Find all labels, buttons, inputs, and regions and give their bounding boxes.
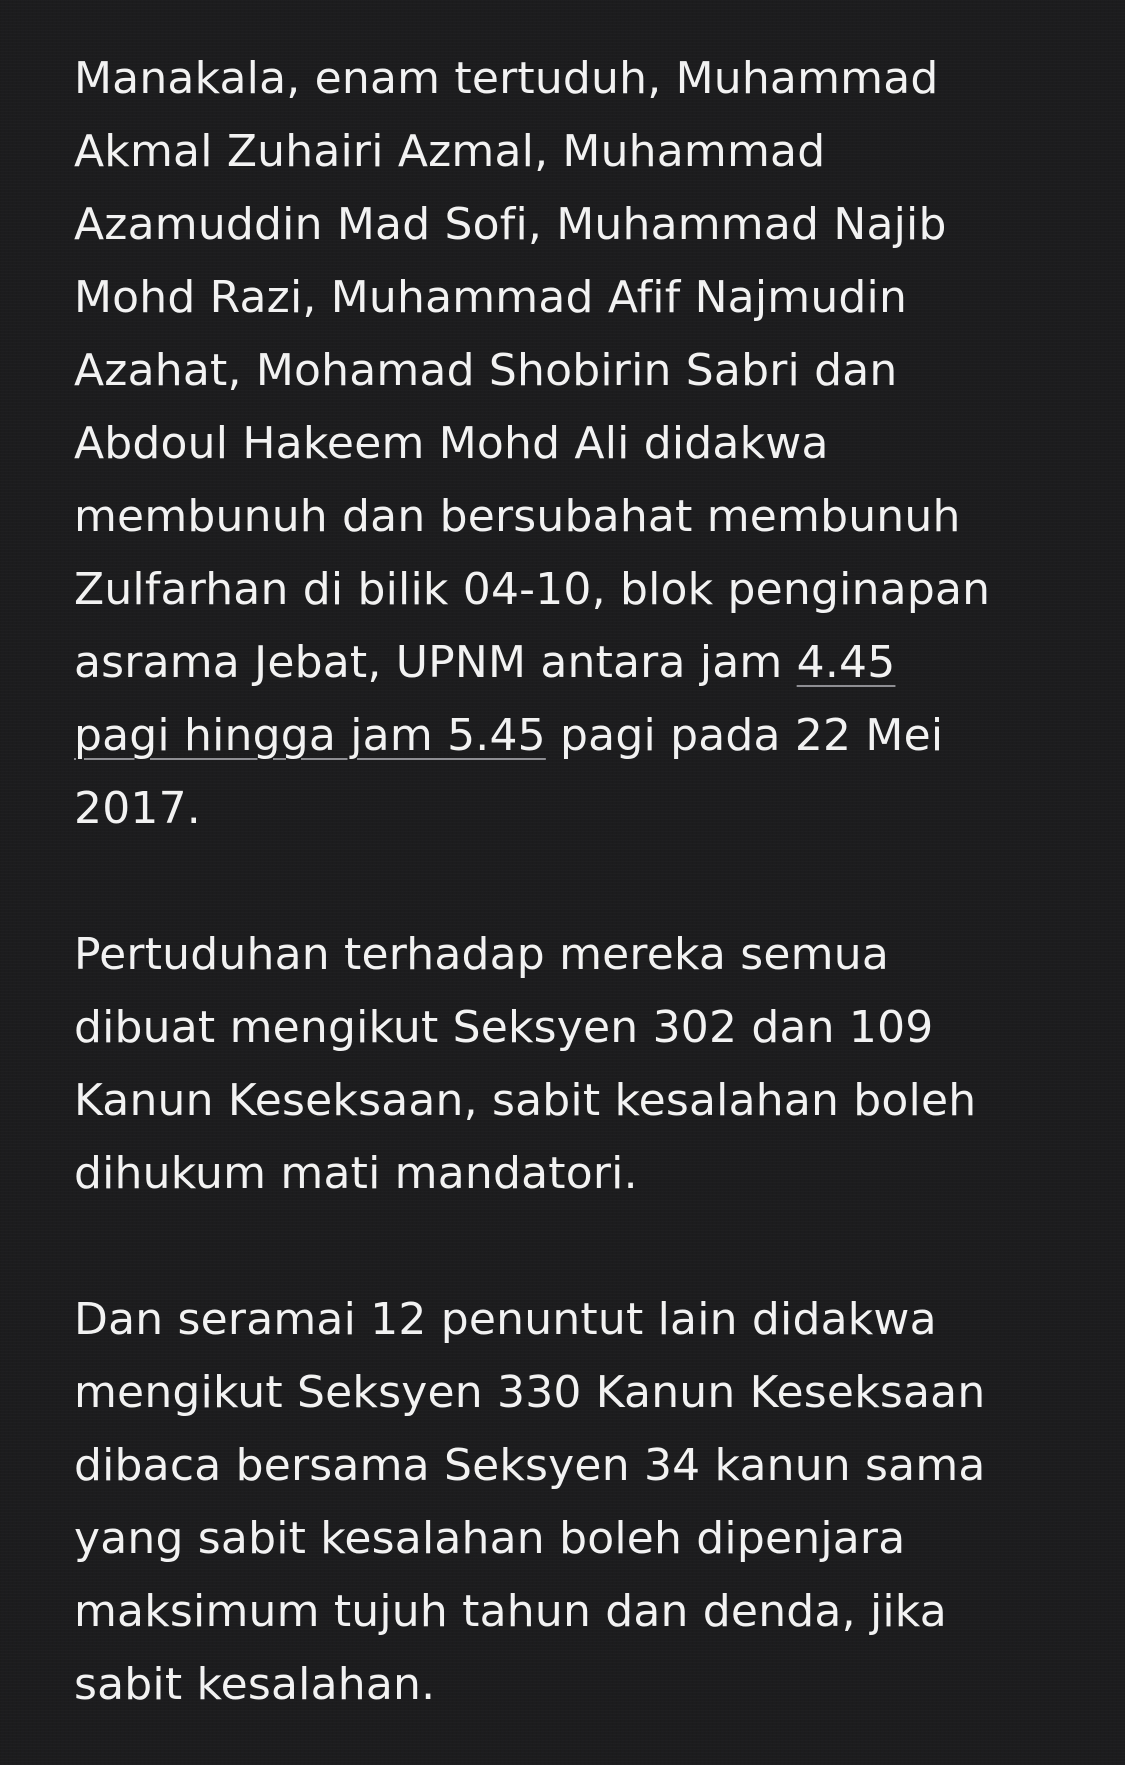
- text-line: [74, 699, 1074, 772]
- text-line: mengikut Seksyen 330 Kanun Keseksaan: [74, 1367, 986, 1418]
- text-line: 2017.: [74, 783, 201, 834]
- text-line: Manakala, enam tertuduh, Muhammad: [74, 53, 939, 104]
- text-line: dibaca bersama Seksyen 34 kanun sama: [74, 1440, 986, 1491]
- text-line: Mohd Razi, Muhammad Afif Najmudin: [74, 272, 908, 323]
- paragraph-spacer: [74, 845, 1074, 918]
- text-line: dibuat mengikut Seksyen 302 dan 109: [74, 1002, 934, 1053]
- text-line: Azahat, Mohamad Shobirin Sabri dan: [74, 345, 898, 396]
- time-link-range[interactable]: pagi hingga jam 5.45: [74, 710, 546, 761]
- paragraph-2: [74, 918, 1074, 1210]
- text-line: membunuh dan bersubahat membunuh: [74, 491, 961, 542]
- time-link-start[interactable]: 4.45: [796, 637, 896, 688]
- text-segment: asrama Jebat, UPNM antara jam: [74, 637, 797, 688]
- text-line: Dan seramai 12 penuntut lain didakwa: [74, 1294, 937, 1345]
- text-line: maksimum tujuh tahun dan denda, jika: [74, 1586, 947, 1637]
- text-line: Abdoul Hakeem Mohd Ali didakwa: [74, 418, 829, 469]
- text-line: Azamuddin Mad Sofi, Muhammad Najib: [74, 199, 947, 250]
- text-line: [74, 626, 1074, 699]
- paragraph-spacer: [74, 1210, 1074, 1283]
- text-line: yang sabit kesalahan boleh dipenjara: [74, 1513, 906, 1564]
- note-body[interactable]: [74, 42, 1074, 1721]
- paragraph-1: [74, 42, 1074, 845]
- text-segment: pagi pada 22 Mei: [545, 710, 944, 761]
- paragraph-3: [74, 1283, 1074, 1721]
- text-line: Kanun Keseksaan, sabit kesalahan boleh: [74, 1075, 977, 1126]
- text-line: Zulfarhan di bilik 04-10, blok penginapan: [74, 564, 991, 615]
- text-line: dihukum mati mandatori.: [74, 1148, 638, 1199]
- text-line: Pertuduhan terhadap mereka semua: [74, 929, 889, 980]
- text-line: sabit kesalahan.: [74, 1659, 436, 1710]
- text-line: Akmal Zuhairi Azmal, Muhammad: [74, 126, 826, 177]
